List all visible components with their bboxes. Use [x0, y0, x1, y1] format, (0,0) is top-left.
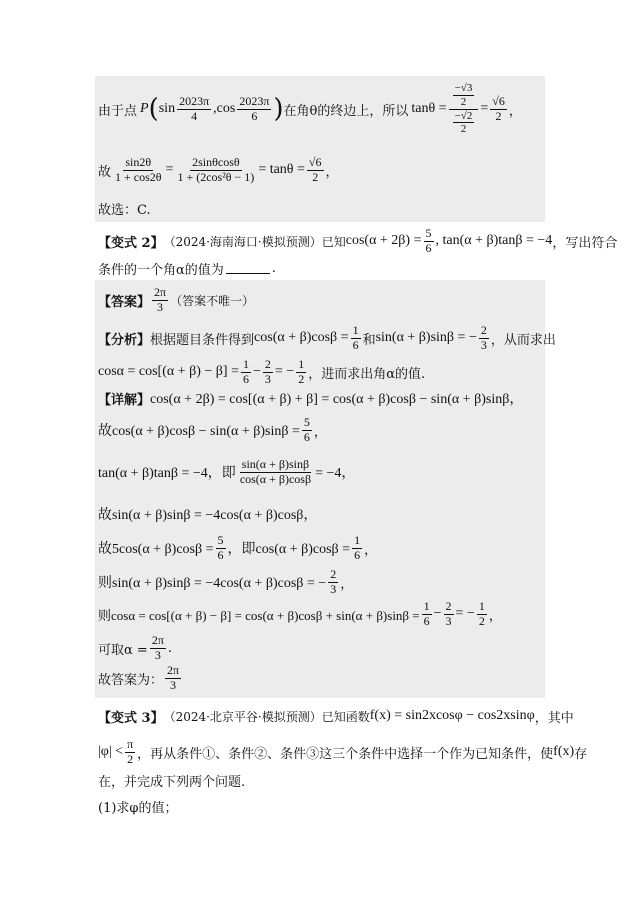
expr: tan(α + β)tanβ = −4，即 [98, 466, 236, 481]
detail-line-3 [98, 452, 355, 492]
fraction: 2023π 4 [179, 93, 210, 123]
variant-tag: 【变式 3】 [98, 710, 164, 726]
sin-label: sin [158, 101, 176, 116]
text: ，进而求出角α的值. [308, 366, 426, 382]
fraction: $\frac{√6}{2}$ [492, 93, 505, 123]
text: 故答案为： [98, 672, 164, 688]
expr: 则sin(α + β)sinβ = −4cos(α + β)cosβ = − [98, 576, 327, 591]
expr: f(x) = sin2xcosφ − cos2xsinφ [369, 708, 535, 723]
detail-line-9 [98, 660, 183, 696]
text: ，写出符合 [552, 235, 618, 251]
equals: = [480, 101, 489, 116]
text: 在角θ的终边上，所以 [283, 103, 409, 119]
text: 在，并完成下列两个问题. [98, 774, 246, 790]
equals: = [165, 162, 174, 177]
fraction: $\frac{1}{6}$ [242, 356, 249, 386]
fraction: $\frac{2\sin\theta\cos\theta}{\text{1 + (2cos²θ − 1)}}$ [177, 154, 255, 184]
text: ， [488, 608, 502, 624]
equals: = tanθ = [258, 162, 305, 177]
minus: − [252, 364, 261, 379]
fraction: $\frac{5}{6}$ [217, 532, 224, 562]
text: 由于点 [98, 103, 138, 119]
variant3-line-3 [98, 770, 245, 790]
detail-line-6 [98, 564, 353, 600]
text: ，从而求出 [490, 332, 556, 348]
fraction: 2023π 6 [239, 93, 270, 123]
text: ， [340, 576, 354, 592]
expr: cos(α + β)cosβ = [254, 330, 349, 345]
fraction: $\frac{2}{3}$ [480, 322, 487, 352]
text: 可取α = [98, 642, 148, 658]
text: ， [508, 103, 522, 119]
source: （2024·北京平谷·模拟预测）已知函数 [163, 709, 370, 724]
fraction: $\frac{5}{6}$ [425, 225, 432, 255]
source: （2024·海南海口·模拟预测）已知 [163, 234, 346, 249]
analysis-line-2 [98, 354, 425, 390]
point-label: P [140, 101, 149, 116]
text: 和 [362, 332, 376, 348]
solution-line-1 [98, 84, 522, 134]
solution-line-2 [98, 150, 339, 190]
expr: 故sin(α + β)sinβ = −4cos(α + β)cosβ， [98, 508, 318, 523]
text: 存 [574, 746, 588, 762]
minus: − [433, 606, 442, 621]
paren-close: ) [273, 94, 284, 124]
text: . [271, 260, 276, 276]
detail-tag: 【详解】 [98, 392, 151, 408]
variant3-line-2 [98, 732, 587, 772]
tan-expr: tanθ = [411, 101, 447, 116]
fraction: $\frac{1}{2}$ [298, 356, 305, 386]
answer-blank [226, 262, 270, 274]
text: ， [325, 164, 339, 180]
expr: 故5cos(α + β)cosβ = [98, 542, 214, 557]
note: （答案不唯一） [170, 293, 255, 308]
text: (1)求φ的值； [98, 800, 178, 816]
analysis-line-1 [98, 320, 556, 356]
solution-line-3 [98, 198, 151, 218]
variant-tag: 【变式 2】 [98, 235, 164, 251]
variant2-line-1 [98, 226, 617, 256]
fraction: $\frac{1}{6}$ [352, 322, 359, 352]
expr: cosα = cos[(α + β) − β] = [98, 364, 239, 379]
fraction: $\frac{2}{3}$ [264, 356, 271, 386]
fraction: $\frac{1}{6}$ [423, 598, 430, 628]
expr: = −4， [315, 466, 356, 481]
fraction: $\frac{1}{6}$ [354, 532, 361, 562]
fraction: π 2 [127, 736, 134, 766]
fraction: $\frac{1}{2}$ [478, 598, 485, 628]
fraction: $\frac{\sin 2\theta}{1 + \cos 2\theta}$ [115, 154, 162, 184]
fraction: 2π 3 [154, 284, 167, 314]
text: 根据题目条件得到 [150, 332, 255, 348]
text: . [167, 640, 173, 656]
expr: |φ| < [98, 744, 124, 759]
expr: cos(α + 2β) = [345, 233, 422, 248]
text: 故选：C. [98, 202, 151, 218]
text: ，再从条件①、条件②、条件③这三个条件中选择一个作为已知条件，使 [137, 746, 554, 762]
compound-fraction: $\frac{\frac{-√3}{2}}{\frac{-√2}{2}}$ [449, 82, 479, 136]
fraction: $\frac{2\pi}{3}$ [151, 632, 164, 662]
detail-line-1 [98, 386, 523, 410]
detail-line-7 [98, 596, 502, 632]
detail-line-4 [98, 502, 317, 526]
fraction: $\frac{√6}{2}$ [308, 154, 322, 184]
analysis-tag: 【分析】 [98, 332, 151, 348]
text: ， [313, 424, 327, 440]
expr: sin(α + β)sinβ = − [375, 330, 477, 345]
fraction: $\frac{2}{3}$ [445, 598, 452, 628]
equals: = − [455, 606, 475, 621]
expr: ，即cos(α + β)cosβ = [227, 542, 351, 557]
text: 条件的一个角α的值为 [98, 262, 224, 278]
fraction: $\frac{\sin(\alpha + \beta)\sin\beta}{\cos(\alpha + \beta)\cos\beta}$ [239, 456, 312, 486]
expr: , tan(α + β)tanβ = −4 [435, 233, 553, 248]
variant3-line-4 [98, 796, 178, 816]
fraction: 2π 3 [167, 662, 180, 692]
variant3-line-1 [98, 704, 574, 728]
expr: f(x) [553, 744, 575, 759]
equals: = − [274, 364, 295, 379]
expr: 则cosα = cos[(α + β) − β] = cos(α + β)cosβ + sin(α + β)sinβ = [98, 607, 420, 623]
detail-line-2 [98, 412, 327, 448]
text: ， [364, 542, 378, 558]
cos-label: ,cos [213, 101, 236, 116]
text: ，其中 [534, 710, 574, 726]
fraction: $\frac{5}{6}$ [303, 414, 310, 444]
fraction: $\frac{2}{3}$ [330, 566, 337, 596]
expr: cos(α + 2β) = cos[(α + β) + β] = cos(α + β)cosβ − sin(α + β)sinβ， [150, 392, 524, 407]
text: 故 [98, 164, 112, 180]
answer-tag: 【答案】 [98, 294, 151, 310]
answer-line [98, 282, 254, 318]
detail-line-5 [98, 530, 377, 566]
variant2-line-2 [98, 258, 276, 278]
paren-open: ( [148, 94, 159, 124]
expr: 故cos(α + β)cosβ − sin(α + β)sinβ = [98, 424, 300, 439]
